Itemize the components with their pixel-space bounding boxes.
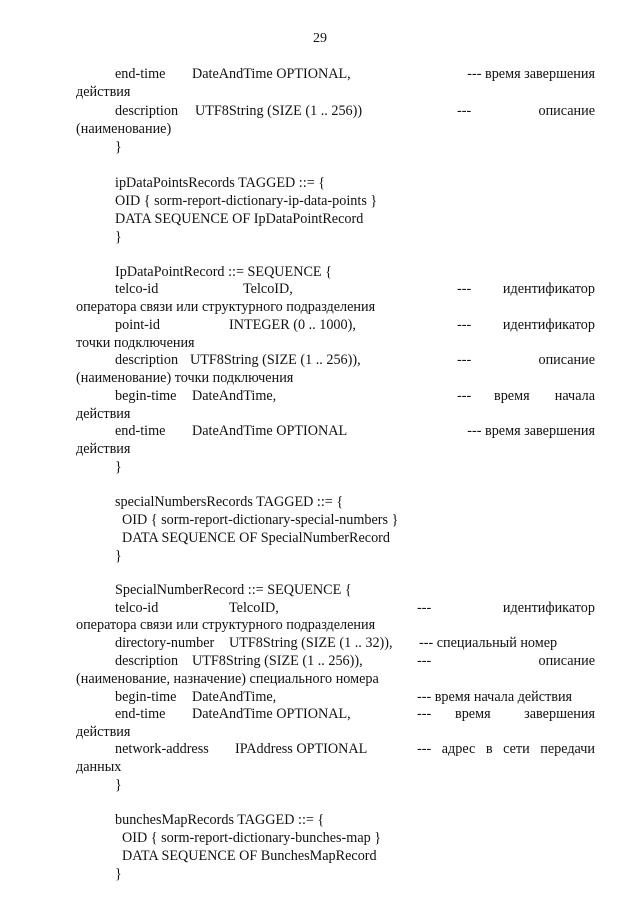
text-line: (наименование) точки подключения [76, 370, 294, 386]
text-line: время [494, 388, 530, 404]
text-line: OID { sorm-report-dictionary-bunches-map } [122, 830, 382, 846]
text-line: --- [457, 388, 472, 404]
text-line: begin-time [115, 689, 177, 705]
text-line: действия [76, 724, 131, 740]
text-line: telco-id [115, 281, 159, 297]
text-line: описание [538, 103, 595, 119]
text-line: идентификатор [502, 281, 595, 297]
text-line: IPAddress OPTIONAL [235, 741, 368, 757]
text-line: DateAndTime OPTIONAL, [192, 706, 351, 722]
text-line: DateAndTime OPTIONAL, [192, 66, 351, 82]
text-line: network-address [115, 741, 209, 757]
text-line: } [115, 866, 122, 882]
text-line: --- [417, 706, 432, 722]
text-line: точки подключения [76, 335, 195, 351]
text-line: --- специальный номер [419, 635, 558, 651]
text-line: end-time [115, 66, 166, 82]
text-line: --- [457, 352, 472, 368]
text-line: UTF8String (SIZE (1 .. 256)), [192, 653, 363, 669]
text-line: DateAndTime, [192, 689, 277, 705]
text-line: завершения [524, 706, 595, 722]
text-line: } [115, 139, 122, 155]
text-line: идентификатор [502, 600, 595, 616]
text-line: --- адрес в сети передачи [417, 741, 595, 757]
text-line: DateAndTime, [192, 388, 277, 404]
text-line: действия [76, 441, 131, 457]
page-number: 29 [313, 31, 327, 46]
text-line: TelcoID, [229, 600, 279, 616]
text-line: --- [457, 281, 472, 297]
text-line: end-time [115, 706, 166, 722]
text-line: DATA SEQUENCE OF SpecialNumberRecord [122, 530, 390, 546]
text-line: данных [76, 759, 122, 775]
text-line: DateAndTime OPTIONAL [192, 423, 348, 439]
text-line: --- время начала действия [417, 689, 573, 705]
text-line: UTF8String (SIZE (1 .. 256)), [190, 352, 361, 368]
text-line: начала [554, 388, 595, 404]
text-line: } [115, 777, 122, 793]
text-line: --- [417, 600, 432, 616]
text-line: (наименование) [76, 121, 172, 137]
text-line: specialNumbersRecords TAGGED ::= { [115, 494, 344, 510]
text-line: --- время завершения [467, 423, 595, 439]
text-line: } [115, 459, 122, 475]
text-line: begin-time [115, 388, 177, 404]
text-line: --- [417, 653, 432, 669]
text-line: DATA SEQUENCE OF IpDataPointRecord [115, 211, 364, 227]
text-line: --- время завершения [467, 66, 595, 82]
text-line: description [115, 352, 179, 368]
text-line: } [115, 548, 122, 564]
text-line: (наименование, назначение) специального номера [76, 671, 379, 687]
text-line: INTEGER (0 .. 1000), [229, 317, 356, 333]
text-line: end-time [115, 423, 166, 439]
text-line: description [115, 103, 179, 119]
text-line: IpDataPointRecord ::= SEQUENCE { [115, 264, 332, 280]
text-line: description [115, 653, 179, 669]
text-line: описание [538, 352, 595, 368]
text-line: OID { sorm-report-dictionary-special-numbers } [122, 512, 399, 528]
text-line: directory-number [115, 635, 215, 651]
text-line: point-id [115, 317, 160, 333]
text-line: --- [457, 103, 472, 119]
text-line: --- [457, 317, 472, 333]
text-line: SpecialNumberRecord ::= SEQUENCE { [115, 582, 352, 598]
text-line: telco-id [115, 600, 159, 616]
text-line: действия [76, 406, 131, 422]
text-line: действия [76, 84, 131, 100]
text-line: UTF8String (SIZE (1 .. 256)) [195, 103, 363, 119]
text-line: OID { sorm-report-dictionary-ip-data-points } [115, 193, 378, 209]
text-line: DATA SEQUENCE OF BunchesMapRecord [122, 848, 377, 864]
text-line: ipDataPointsRecords TAGGED ::= { [115, 175, 326, 191]
text-line: описание [538, 653, 595, 669]
text-line: UTF8String (SIZE (1 .. 32)), [229, 635, 393, 651]
text-line: оператора связи или структурного подразделения [76, 299, 376, 315]
text-line: идентификатор [502, 317, 595, 333]
text-line: оператора связи или структурного подразделения [76, 617, 376, 633]
text-line: TelcoID, [243, 281, 293, 297]
text-line: время [455, 706, 491, 722]
text-line: } [115, 229, 122, 245]
text-line: bunchesMapRecords TAGGED ::= { [115, 812, 325, 828]
